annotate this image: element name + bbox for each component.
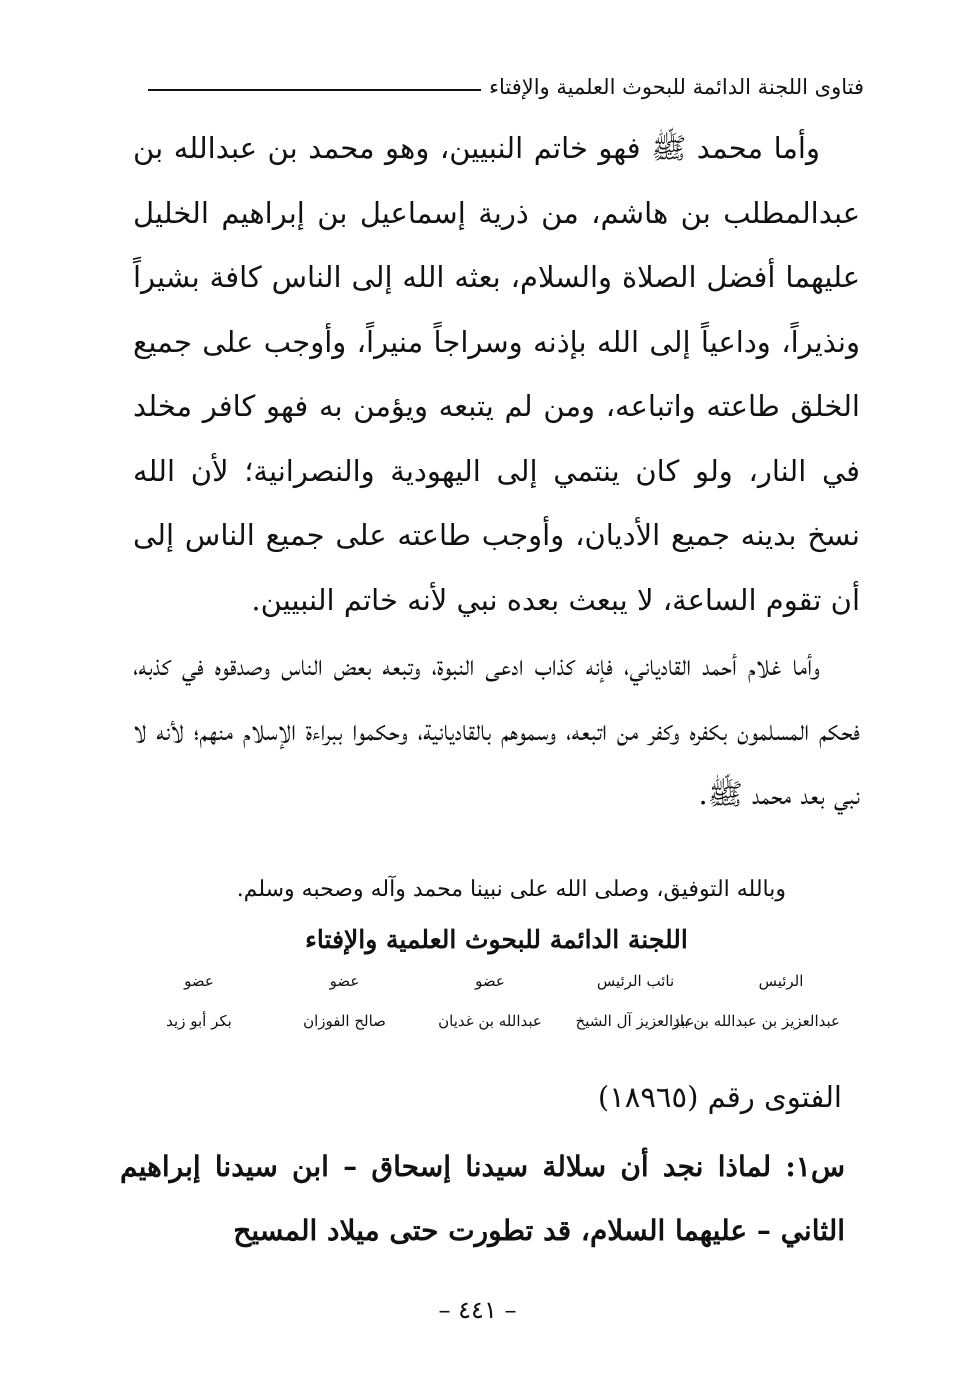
fatwa-number: الفتوى رقم (١٨٩٦٥) <box>597 1080 842 1114</box>
signatory-name: عبدالعزيز بن عبدالله بن باز <box>672 1012 840 1030</box>
committee-title: اللجنة الدائمة للبحوث العلمية والإفتاء <box>305 925 688 954</box>
signatory-name: عبدالعزيز آل الشيخ <box>575 1012 695 1030</box>
running-header <box>148 70 864 104</box>
signatory-role: الرئيس <box>758 972 804 990</box>
signatory-name: صالح الفوزان <box>303 1012 386 1030</box>
signatory-roles <box>140 972 840 990</box>
signatory-role: عضو <box>184 972 214 990</box>
closing-line: وبالله التوفيق، وصلى الله على نبينا محمد وآله وصحبه وسلم. <box>236 877 786 902</box>
paragraph-ghulam-ahmad: وأما غلام أحمد القادياني، فإنه كذاب ادعى النبوة، وتبعه بعض الناس وصدقوه في كذبه، فحكم المسلمون بكفره وكفر من اتبعه، وسموهم بالقاديانية، وحكموا ببراءة الإسلام منهم؛ لأنه لا نبي بعد محمد ﷺ. <box>133 648 860 811</box>
signatory-role: نائب الرئيس <box>596 972 675 990</box>
paragraph-prophet-muhammad: وأما محمد ﷺ فهو خاتم النبيين، وهو محمد بن عبدالله بن عبدالمطلب بن هاشم، من ذرية إسماعيل بن إبراهيم الخليل عليهما أفضل الصلاة والسلام، بعثه الله إلى الناس كافة بشيراً ونذيراً، وداعياً إلى الله بإذنه وسراجاً منيراً، وأوجب على جميع الخلق طاعته واتباعه، ومن لم يتبعه ويؤمن به فهو كافر مخلد في النار، ولو كان ينتمي إلى اليهودية والنصرانية؛ لأن الله نسخ بدينه جميع الأديان، وأوجب طاعته على جميع الناس إلى أن تقوم الساعة، لا يبعث بعده نبي لأنه خاتم النبيين. <box>133 131 860 617</box>
header-title: فتاوى اللجنة الدائمة للبحوث العلمية والإفتاء <box>489 75 864 99</box>
signatory-names <box>140 1012 840 1030</box>
header-rule <box>148 89 481 91</box>
page-number: – ٤٤١ – <box>438 1296 517 1324</box>
signatory-role: عضو <box>329 972 360 990</box>
question-text: س١: لماذا نجد أن سلالة سيدنا إسحاق – ابن سيدنا إبراهيم الثاني – عليهما السلام، قد تطورت حتى ميلاد المسيح <box>120 1150 845 1247</box>
signatory-role: عضو <box>475 972 505 990</box>
signatory-name: عبدالله بن غديان <box>438 1012 542 1030</box>
signatory-name: بكر أبو زيد <box>166 1012 232 1030</box>
